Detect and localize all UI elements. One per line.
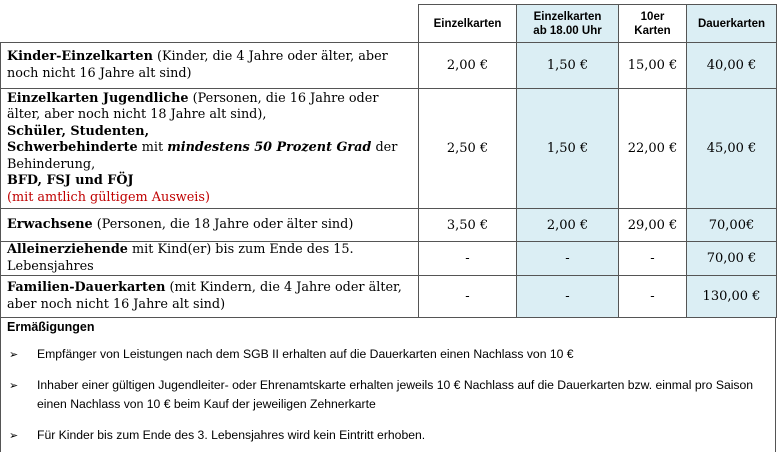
arrow-bullet-icon: ➢: [9, 349, 19, 361]
arrow-bullet-icon: ➢: [9, 380, 19, 392]
price-cell: -: [619, 242, 687, 276]
header-empty-cell: [1, 5, 419, 43]
price-table: [0, 4, 777, 318]
row-label-erwachsene: Erwachsene (Personen, die 18 Jahre oder älter sind): [1, 209, 419, 242]
notes-title: Ermäßigungen: [7, 320, 95, 334]
price-cell: 29,00 €: [619, 209, 687, 242]
table-row: [1, 242, 777, 276]
note-item: Inhaber einer gültigen Jugendleiter- oder Ehrenamtskarte erhalten jeweils 10 € Nachlass auf die Dauerkarten bzw. einmal pro Saison einen Nachlass von 10 € beim Kauf der jeweiligen Zehnerkarte: [37, 378, 754, 411]
note-item: Für Kinder bis zum Ende des 3. Lebensjahres wird kein Eintritt erhoben.: [37, 428, 426, 442]
price-cell: 2,00 €: [517, 209, 619, 242]
discount-notes: [0, 318, 776, 452]
price-cell: 2,00 €: [419, 43, 517, 89]
row-label-alleinerziehende: Alleinerziehende mit Kind(er) bis zum Ende des 15. Lebensjahres: [1, 242, 419, 276]
row-label-jugendliche: Einzelkarten Jugendliche (Personen, die 16 Jahre oder älter, aber noch nicht 18 Jahre alt sind), Schüler, Studenten, Schwerbehinderte mit mindestens 50 Prozent Grad der Behinderung, BFD, FSJ und FÖJ (mit amtlich gültigem Ausweis): [1, 89, 419, 209]
table-row: [1, 89, 777, 209]
table-row: [1, 276, 777, 318]
price-cell: -: [517, 242, 619, 276]
table-row: [1, 43, 777, 89]
price-cell: 130,00 €: [687, 276, 777, 318]
price-cell: -: [619, 276, 687, 318]
table-row: [1, 209, 777, 242]
arrow-bullet-icon: ➢: [9, 430, 19, 442]
row-label-kinder: Kinder-Einzelkarten (Kinder, die 4 Jahre oder älter, aber noch nicht 16 Jahre alt sind): [1, 43, 419, 89]
header-row: [1, 5, 777, 43]
col-header-einzelkarten-abend: Einzelkarten ab 18.00 Uhr: [517, 5, 619, 43]
price-cell: 1,50 €: [517, 89, 619, 209]
price-cell: -: [517, 276, 619, 318]
col-header-10er: 10er Karten: [619, 5, 687, 43]
price-cell: 40,00 €: [687, 43, 777, 89]
price-cell: 3,50 €: [419, 209, 517, 242]
price-cell: 70,00 €: [687, 242, 777, 276]
price-cell: 2,50 €: [419, 89, 517, 209]
price-cell: 15,00 €: [619, 43, 687, 89]
price-cell: -: [419, 242, 517, 276]
price-cell: 45,00 €: [687, 89, 777, 209]
price-cell: -: [419, 276, 517, 318]
note-item: Empfänger von Leistungen nach dem SGB II erhalten auf die Dauerkarten einen Nachlass von 10 €: [37, 347, 574, 361]
price-cell: 1,50 €: [517, 43, 619, 89]
row-label-familien: Familien-Dauerkarten (mit Kindern, die 4 Jahre oder älter, aber noch nicht 16 Jahre alt sind): [1, 276, 419, 318]
col-header-dauerkarten: Dauerkarten: [687, 5, 777, 43]
price-cell: 22,00 €: [619, 89, 687, 209]
col-header-einzelkarten: Einzelkarten: [419, 5, 517, 43]
price-cell: 70,00€: [687, 209, 777, 242]
